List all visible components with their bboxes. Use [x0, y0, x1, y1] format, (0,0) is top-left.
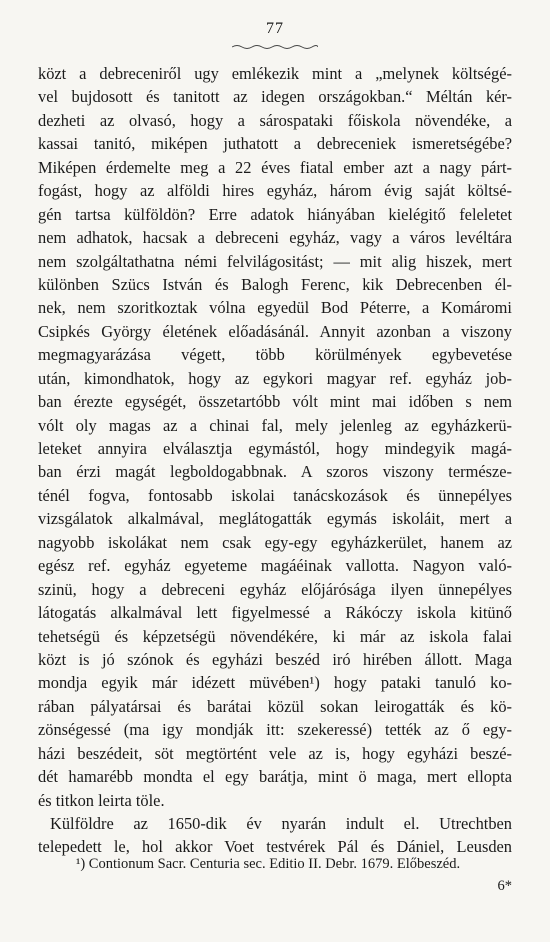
text-line: leteket annyira elválasztja egymástól, hogy mindegyik magá- — [38, 439, 512, 458]
text-line: Miképen érdemelte meg a 22 éves fiatal ember azt a nagy párt- — [38, 157, 512, 177]
text-line: vizsgálatok alkalmával, meglátogatták egymás iskoláit, mert a — [38, 509, 512, 529]
text-line: kassai tanitó, miképen juthatott a debreceniek ismeretségébe? — [38, 134, 512, 154]
text-line: látogatás alkalmával lett figyelmessé a Rákóczy iskola kitünő — [38, 603, 512, 623]
text-line: szinü, hogy a debreceni egyház előjárósága ilyen ünnepélyes — [38, 579, 512, 599]
footnote: ¹) Contionum Sacr. Centuria sec. Editio II. Debr. 1679. Előbeszéd. — [76, 856, 461, 872]
text-line: dezheti az olvasó, hogy a sárospataki főiskola növendéke, a — [38, 110, 512, 130]
text-line: nem szolgáltathatna némi felvilágositást; — mit alig hiszek, mert — [38, 251, 512, 271]
text-line: gén tartsa külföldön? Erre adatok hiányában kielégitő feleletet — [38, 204, 512, 224]
text-line: nem adhatok, hacsak a debreceni egyház, vagy a város levéltára — [38, 228, 512, 248]
text-line: rában pályatársai és barátai közül sokan leirogatták és kö- — [38, 696, 512, 716]
text-line: házi beszédeit, söt megtörtént vele az is, hogy egyházi beszé- — [38, 743, 512, 763]
text-line: egész ref. egyház egyeteme magáéinak vallotta. Nagyon való- — [38, 556, 512, 576]
text-line: zönségessé (ma igy mondják itt: szekeressé) tették az ő egy- — [38, 720, 512, 740]
text-line: tehetségü és képzetségü növendékére, ki már az iskola falai — [38, 626, 512, 646]
text-line: ban érzi magát legboldogabbnak. A szoros viszony természe- — [38, 462, 512, 482]
header-ornament — [232, 44, 318, 50]
text-line: nek, nem szoritkoztak vólna egyedül Bod Péterre, a Komáromi — [38, 298, 512, 318]
text-line: megmagyarázása végett, több körülmények egybevetése — [38, 345, 512, 365]
text-line: mondja egyik már idézett müvében¹) hogy pataki tanuló ko- — [38, 673, 512, 693]
text-line: dét hamarébb mondta el egy barátja, mint ö maga, mert ellopta — [38, 767, 512, 787]
text-line: után, kimondhatok, hogy az egykori magyar ref. egyház job- — [38, 368, 512, 388]
text-line: telepedett le, hol akkor Voet testvérek Pál és Dániel, Leusden — [38, 837, 512, 857]
text-line: különben Szücs István és Balogh Ferenc, kik Debrecenben él- — [38, 274, 512, 294]
text-line: ban érezte egységét, összetartóbb vólt mint mai időben s nem — [38, 392, 512, 412]
text-line: vel bujdosott és tanitott az idegen országokban.“ Méltán kér- — [38, 87, 512, 107]
text-line: közt is jó szónok és egyházi beszéd iró hirében állott. Maga — [38, 649, 512, 669]
text-line: közt a debreceniről ugy emlékezik mint a „melynek költségé- — [38, 64, 512, 83]
text-line: vólt oly magas az a chinai fal, mely jelenleg az egyházkerü- — [38, 415, 512, 435]
text-line: és titkon leirta töle. — [38, 790, 165, 810]
text-line: Külföldre az 1650-dik év nyarán indult el. Utrechtben — [50, 814, 512, 833]
text-line: Csipkés György életének előadásánál. Annyit azonban a viszony — [38, 321, 512, 341]
page-number: 77 — [266, 20, 284, 37]
text-line: nagyobb iskolákat nem csak egy-egy egyházkerület, hanem az — [38, 532, 512, 552]
text-line: fogást, hogy az alföldi hires egyház, három évig saját költsé- — [38, 181, 512, 201]
body-text — [38, 62, 512, 859]
signature-mark: 6* — [497, 878, 512, 894]
text-line: ténél fogva, fontosabb iskolai tanácskozások és ünnepélyes — [38, 485, 512, 505]
page-header — [0, 20, 550, 38]
